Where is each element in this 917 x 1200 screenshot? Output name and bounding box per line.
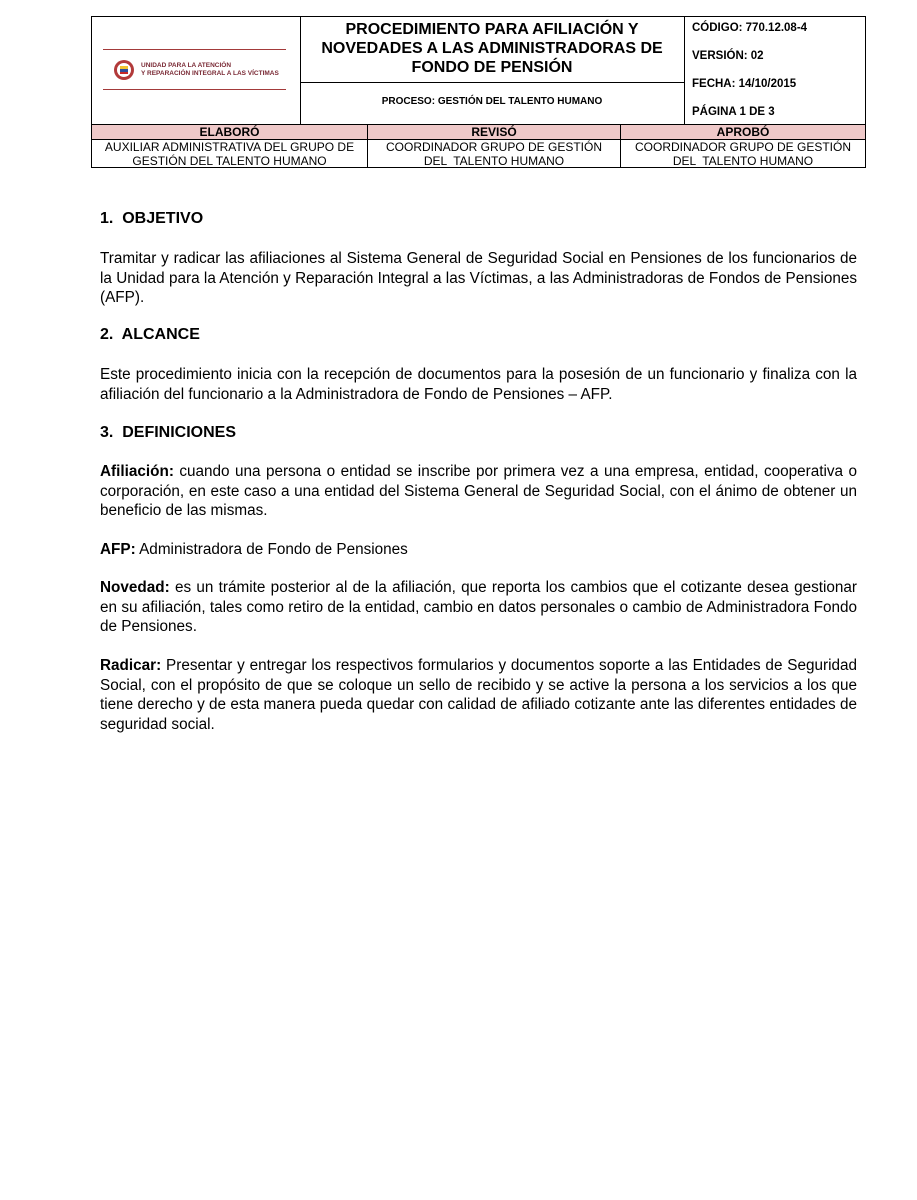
header-border-top (91, 16, 866, 17)
document-version: VERSIÓN: 02 (692, 50, 764, 62)
approvals-reviso-value (368, 140, 620, 167)
header-divider-meta (684, 16, 685, 125)
definition-radicar-text: Presentar y entregar los respectivos formularios y documentos soporte a las Entidades de Seguridad Social, con el propósito de que se coloque un sello de recibido y se active la persona a los servicios a los que tiene derecho y de esta manera pueda quedar con calidad de afiliado cotizante ante las diferentes entidades de seguridad social. (100, 657, 857, 733)
approvals-aprobo-value (621, 140, 865, 167)
aprobo-line-2: DEL TALENTO HUMANO (672, 153, 814, 168)
definition-radicar-term: Radicar: (100, 657, 162, 674)
section-alcance-text: Este procedimiento inicia con la recepción de documentos para la posesión de un funcionario y finaliza con la afiliación del funcionario a la Administradora de Fondo de Pensiones – AFP. (100, 366, 857, 403)
header-border-right (865, 16, 866, 168)
section-alcance-title: 2. ALCANCE (100, 326, 200, 343)
section-definiciones-title: 3. DEFINICIONES (100, 424, 237, 441)
definition-novedad-text: es un trámite posterior al de la afiliación, que reporta los cambios que el cotizante desea gestionar en su afiliación, tales como retiro de la entidad, cambio en datos personales o cambio de Administradora Fondo de Pensiones. (100, 579, 857, 635)
reviso-line-2: DEL TALENTO HUMANO (423, 153, 565, 168)
approvals-reviso-label: REVISÓ (471, 124, 517, 139)
definition-afiliacion (100, 462, 857, 521)
title-line-1: PROCEDIMIENTO PARA AFILIACIÓN Y (345, 21, 639, 38)
colombia-seal-icon (113, 59, 135, 81)
approvals-elaboro-value (92, 140, 367, 167)
aprobo-line-1: COORDINADOR GRUPO DE GESTIÓN (634, 139, 852, 154)
definition-afiliacion-term: Afiliación: (100, 463, 174, 480)
title-line-3: FONDO DE PENSIÓN (411, 59, 573, 76)
definition-afp-text: Administradora de Fondo de Pensiones (135, 541, 408, 558)
definition-afp (100, 540, 857, 560)
header-divider-title (300, 82, 684, 83)
approvals-aprobo-label: APROBÓ (716, 124, 770, 139)
logo-text (141, 62, 279, 78)
section-objetivo-text: Tramitar y radicar las afiliaciones al Sistema General de Seguridad Social en Pensiones de los funcionarios de la Unidad para la Atención y Reparación Integral a las Víctimas, a las Administradoras de Fondos de Pensiones (AFP). (100, 250, 857, 306)
document-code: CÓDIGO: 770.12.08-4 (692, 22, 808, 34)
header-divider-logo (300, 16, 301, 125)
logo-line-2: Y REPARACIÓN INTEGRAL A LAS VÍCTIMAS (141, 70, 279, 77)
elaboro-line-2: GESTIÓN DEL TALENTO HUMANO (132, 153, 327, 168)
section-objetivo-title: 1. OBJETIVO (100, 210, 204, 227)
definition-novedad-term: Novedad: (100, 579, 170, 596)
elaboro-line-1: AUXILIAR ADMINISTRATIVA DEL GRUPO DE (104, 139, 355, 154)
approvals-elaboro-label: ELABORÓ (199, 124, 260, 139)
reviso-line-1: COORDINADOR GRUPO DE GESTIÓN (385, 139, 603, 154)
page-number: PÁGINA 1 DE 3 (692, 106, 775, 118)
definition-afp-term: AFP: (100, 541, 136, 558)
title-line-2: NOVEDADES A LAS ADMINISTRADORAS DE (321, 40, 663, 57)
logo-line-1: UNIDAD PARA LA ATENCIÓN (141, 62, 232, 69)
logo-rule-bottom (103, 89, 286, 90)
definition-afiliacion-text: cuando una persona o entidad se inscribe por primera vez a una empresa, entidad, cooperativa o corporación, en este caso a una entidad del Sistema General de Seguridad Social, con el ánimo de obtener un beneficio de las mismas. (100, 463, 857, 519)
document-date: FECHA: 14/10/2015 (692, 78, 797, 90)
definition-novedad (100, 578, 857, 637)
process-name: PROCESO: GESTIÓN DEL TALENTO HUMANO (381, 96, 603, 107)
definition-radicar (100, 656, 857, 734)
document-title (302, 20, 682, 77)
logo-rule-top (103, 49, 286, 50)
